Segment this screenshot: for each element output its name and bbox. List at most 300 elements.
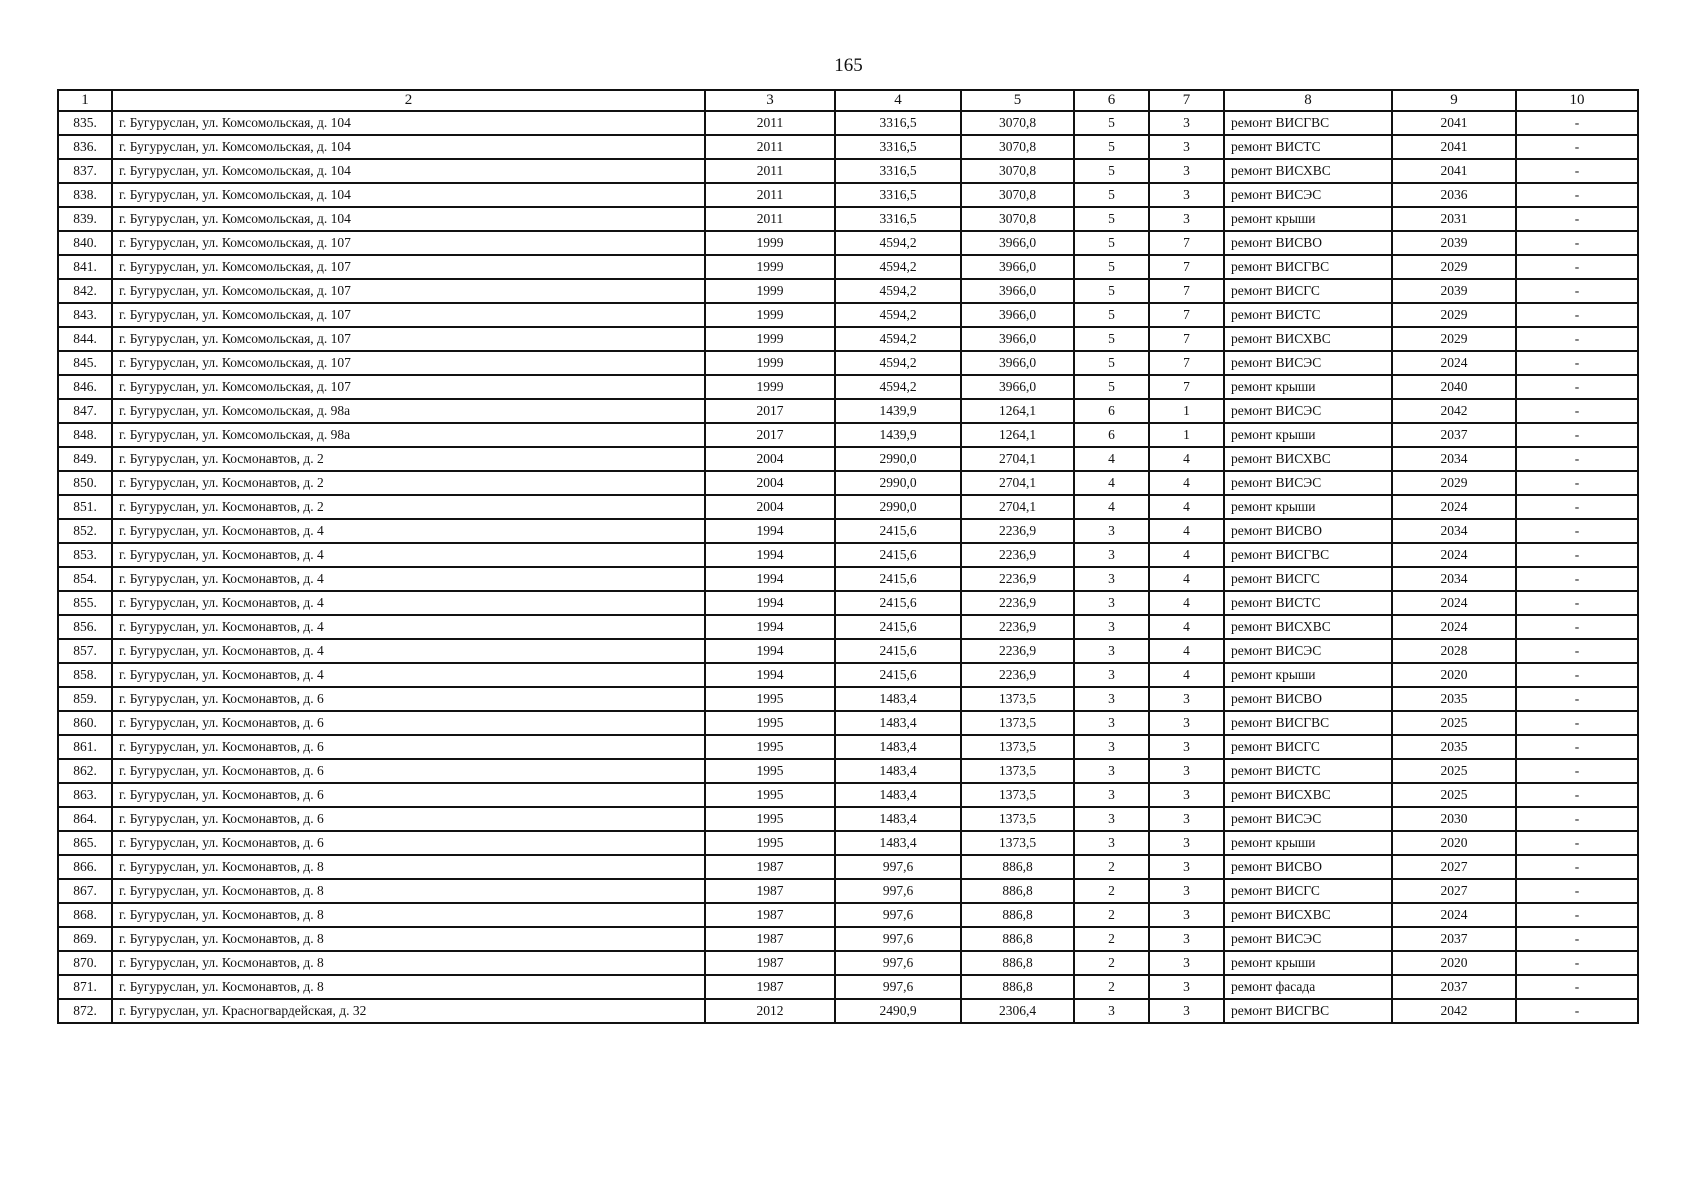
entrances-cell: 3: [1149, 975, 1224, 999]
total-area-cell: 4594,2: [835, 231, 961, 255]
repair-year-cell: 2035: [1392, 687, 1516, 711]
table-row: [58, 351, 1638, 375]
work-type-cell: ремонт ВИСХВС: [1224, 447, 1392, 471]
floors-cell: 3: [1074, 759, 1149, 783]
entrances-cell: 3: [1149, 711, 1224, 735]
living-area-cell: 1373,5: [961, 783, 1074, 807]
total-area-cell: 4594,2: [835, 351, 961, 375]
address-cell: г. Бугуруслан, ул. Космонавтов, д. 6: [112, 783, 705, 807]
work-type-cell: ремонт ВИСГВС: [1224, 111, 1392, 135]
row-number-cell: 849.: [58, 447, 112, 471]
work-type-cell: ремонт ВИСЭС: [1224, 807, 1392, 831]
total-area-cell: 997,6: [835, 975, 961, 999]
note-cell: -: [1516, 927, 1638, 951]
entrances-cell: 3: [1149, 207, 1224, 231]
work-type-cell: ремонт ВИСГС: [1224, 279, 1392, 303]
work-type-cell: ремонт ВИСГС: [1224, 879, 1392, 903]
build-year-cell: 1994: [705, 591, 835, 615]
living-area-cell: 3966,0: [961, 327, 1074, 351]
note-cell: -: [1516, 447, 1638, 471]
table-row: [58, 159, 1638, 183]
row-number-cell: 841.: [58, 255, 112, 279]
living-area-cell: 3966,0: [961, 303, 1074, 327]
note-cell: -: [1516, 567, 1638, 591]
floors-cell: 3: [1074, 567, 1149, 591]
living-area-cell: 1373,5: [961, 831, 1074, 855]
living-area-cell: 1264,1: [961, 423, 1074, 447]
entrances-cell: 3: [1149, 111, 1224, 135]
living-area-cell: 886,8: [961, 975, 1074, 999]
row-number-cell: 870.: [58, 951, 112, 975]
build-year-cell: 1999: [705, 231, 835, 255]
note-cell: -: [1516, 111, 1638, 135]
work-type-cell: ремонт крыши: [1224, 375, 1392, 399]
total-area-cell: 2415,6: [835, 591, 961, 615]
repair-year-cell: 2024: [1392, 903, 1516, 927]
build-year-cell: 2011: [705, 207, 835, 231]
build-year-cell: 1995: [705, 711, 835, 735]
entrances-cell: 7: [1149, 351, 1224, 375]
repair-year-cell: 2029: [1392, 303, 1516, 327]
entrances-cell: 4: [1149, 567, 1224, 591]
address-cell: г. Бугуруслан, ул. Космонавтов, д. 2: [112, 471, 705, 495]
column-header-5: 5: [961, 90, 1074, 111]
living-area-cell: 886,8: [961, 855, 1074, 879]
note-cell: -: [1516, 951, 1638, 975]
living-area-cell: 2704,1: [961, 471, 1074, 495]
living-area-cell: 3966,0: [961, 279, 1074, 303]
address-cell: г. Бугуруслан, ул. Комсомольская, д. 104: [112, 159, 705, 183]
entrances-cell: 4: [1149, 591, 1224, 615]
address-cell: г. Бугуруслан, ул. Космонавтов, д. 2: [112, 447, 705, 471]
entrances-cell: 4: [1149, 615, 1224, 639]
address-cell: г. Бугуруслан, ул. Красногвардейская, д. 32: [112, 999, 705, 1023]
floors-cell: 3: [1074, 783, 1149, 807]
total-area-cell: 2990,0: [835, 447, 961, 471]
row-number-cell: 836.: [58, 135, 112, 159]
repair-year-cell: 2027: [1392, 879, 1516, 903]
row-number-cell: 860.: [58, 711, 112, 735]
living-area-cell: 886,8: [961, 951, 1074, 975]
note-cell: -: [1516, 735, 1638, 759]
entrances-cell: 4: [1149, 471, 1224, 495]
address-cell: г. Бугуруслан, ул. Космонавтов, д. 8: [112, 927, 705, 951]
living-area-cell: 1373,5: [961, 759, 1074, 783]
table-row: [58, 207, 1638, 231]
work-type-cell: ремонт ВИСГВС: [1224, 999, 1392, 1023]
build-year-cell: 2011: [705, 183, 835, 207]
repair-year-cell: 2041: [1392, 135, 1516, 159]
living-area-cell: 2236,9: [961, 663, 1074, 687]
table-row: [58, 951, 1638, 975]
note-cell: -: [1516, 159, 1638, 183]
address-cell: г. Бугуруслан, ул. Комсомольская, д. 98а: [112, 423, 705, 447]
living-area-cell: 2236,9: [961, 543, 1074, 567]
build-year-cell: 2011: [705, 111, 835, 135]
work-type-cell: ремонт ВИСТС: [1224, 303, 1392, 327]
entrances-cell: 1: [1149, 423, 1224, 447]
note-cell: -: [1516, 879, 1638, 903]
address-cell: г. Бугуруслан, ул. Космонавтов, д. 6: [112, 759, 705, 783]
floors-cell: 2: [1074, 879, 1149, 903]
address-cell: г. Бугуруслан, ул. Космонавтов, д. 8: [112, 855, 705, 879]
total-area-cell: 3316,5: [835, 111, 961, 135]
table-row: [58, 687, 1638, 711]
build-year-cell: 1995: [705, 807, 835, 831]
build-year-cell: 1994: [705, 663, 835, 687]
row-number-cell: 835.: [58, 111, 112, 135]
address-cell: г. Бугуруслан, ул. Космонавтов, д. 8: [112, 879, 705, 903]
total-area-cell: 997,6: [835, 903, 961, 927]
floors-cell: 4: [1074, 471, 1149, 495]
build-year-cell: 1999: [705, 351, 835, 375]
floors-cell: 6: [1074, 423, 1149, 447]
total-area-cell: 997,6: [835, 951, 961, 975]
total-area-cell: 1483,4: [835, 735, 961, 759]
entrances-cell: 3: [1149, 735, 1224, 759]
row-number-cell: 846.: [58, 375, 112, 399]
work-type-cell: ремонт ВИСВО: [1224, 519, 1392, 543]
note-cell: -: [1516, 903, 1638, 927]
work-type-cell: ремонт ВИСТС: [1224, 759, 1392, 783]
row-number-cell: 864.: [58, 807, 112, 831]
note-cell: -: [1516, 471, 1638, 495]
build-year-cell: 1999: [705, 279, 835, 303]
note-cell: -: [1516, 183, 1638, 207]
address-cell: г. Бугуруслан, ул. Космонавтов, д. 4: [112, 663, 705, 687]
work-type-cell: ремонт крыши: [1224, 423, 1392, 447]
floors-cell: 2: [1074, 951, 1149, 975]
note-cell: -: [1516, 807, 1638, 831]
address-cell: г. Бугуруслан, ул. Космонавтов, д. 6: [112, 831, 705, 855]
total-area-cell: 3316,5: [835, 159, 961, 183]
table-row: [58, 375, 1638, 399]
address-cell: г. Бугуруслан, ул. Комсомольская, д. 104: [112, 183, 705, 207]
address-cell: г. Бугуруслан, ул. Комсомольская, д. 107: [112, 303, 705, 327]
repair-year-cell: 2024: [1392, 351, 1516, 375]
total-area-cell: 2415,6: [835, 567, 961, 591]
note-cell: -: [1516, 231, 1638, 255]
repair-year-cell: 2039: [1392, 231, 1516, 255]
total-area-cell: 1439,9: [835, 423, 961, 447]
floors-cell: 4: [1074, 447, 1149, 471]
floors-cell: 6: [1074, 399, 1149, 423]
floors-cell: 3: [1074, 711, 1149, 735]
total-area-cell: 4594,2: [835, 303, 961, 327]
address-cell: г. Бугуруслан, ул. Космонавтов, д. 4: [112, 615, 705, 639]
column-header-4: 4: [835, 90, 961, 111]
entrances-cell: 4: [1149, 543, 1224, 567]
work-type-cell: ремонт ВИСГВС: [1224, 255, 1392, 279]
repair-year-cell: 2041: [1392, 159, 1516, 183]
table-row: [58, 783, 1638, 807]
row-number-cell: 845.: [58, 351, 112, 375]
floors-cell: 5: [1074, 375, 1149, 399]
column-header-8: 8: [1224, 90, 1392, 111]
build-year-cell: 2011: [705, 135, 835, 159]
repair-year-cell: 2040: [1392, 375, 1516, 399]
floors-cell: 5: [1074, 207, 1149, 231]
repair-year-cell: 2028: [1392, 639, 1516, 663]
work-type-cell: ремонт ВИСТС: [1224, 591, 1392, 615]
note-cell: -: [1516, 495, 1638, 519]
table-row: [58, 279, 1638, 303]
repair-year-cell: 2030: [1392, 807, 1516, 831]
note-cell: -: [1516, 639, 1638, 663]
total-area-cell: 4594,2: [835, 375, 961, 399]
address-cell: г. Бугуруслан, ул. Космонавтов, д. 4: [112, 591, 705, 615]
work-type-cell: ремонт ВИСХВС: [1224, 783, 1392, 807]
work-type-cell: ремонт ВИСЭС: [1224, 351, 1392, 375]
column-header-9: 9: [1392, 90, 1516, 111]
total-area-cell: 1483,4: [835, 711, 961, 735]
row-number-cell: 868.: [58, 903, 112, 927]
entrances-cell: 1: [1149, 399, 1224, 423]
address-cell: г. Бугуруслан, ул. Комсомольская, д. 107: [112, 351, 705, 375]
total-area-cell: 2415,6: [835, 639, 961, 663]
repair-year-cell: 2034: [1392, 519, 1516, 543]
floors-cell: 5: [1074, 255, 1149, 279]
total-area-cell: 2490,9: [835, 999, 961, 1023]
note-cell: -: [1516, 375, 1638, 399]
work-type-cell: ремонт ВИСГВС: [1224, 711, 1392, 735]
build-year-cell: 1995: [705, 687, 835, 711]
row-number-cell: 837.: [58, 159, 112, 183]
entrances-cell: 3: [1149, 159, 1224, 183]
work-type-cell: ремонт ВИСТС: [1224, 135, 1392, 159]
table-row: [58, 975, 1638, 999]
row-number-cell: 865.: [58, 831, 112, 855]
living-area-cell: 1373,5: [961, 807, 1074, 831]
living-area-cell: 3070,8: [961, 135, 1074, 159]
column-header-6: 6: [1074, 90, 1149, 111]
entrances-cell: 3: [1149, 855, 1224, 879]
column-header-10: 10: [1516, 90, 1638, 111]
build-year-cell: 1994: [705, 567, 835, 591]
table-row: [58, 927, 1638, 951]
address-cell: г. Бугуруслан, ул. Комсомольская, д. 104: [112, 111, 705, 135]
note-cell: -: [1516, 279, 1638, 303]
note-cell: -: [1516, 351, 1638, 375]
build-year-cell: 1999: [705, 255, 835, 279]
work-type-cell: ремонт фасада: [1224, 975, 1392, 999]
living-area-cell: 1373,5: [961, 687, 1074, 711]
address-cell: г. Бугуруслан, ул. Космонавтов, д. 4: [112, 543, 705, 567]
entrances-cell: 4: [1149, 495, 1224, 519]
living-area-cell: 2236,9: [961, 591, 1074, 615]
note-cell: -: [1516, 135, 1638, 159]
floors-cell: 5: [1074, 303, 1149, 327]
row-number-cell: 854.: [58, 567, 112, 591]
repair-year-cell: 2020: [1392, 831, 1516, 855]
repair-year-cell: 2029: [1392, 327, 1516, 351]
entrances-cell: 3: [1149, 135, 1224, 159]
entrances-cell: 3: [1149, 783, 1224, 807]
living-area-cell: 886,8: [961, 879, 1074, 903]
entrances-cell: 3: [1149, 879, 1224, 903]
note-cell: -: [1516, 255, 1638, 279]
header-row: [58, 90, 1638, 111]
note-cell: -: [1516, 423, 1638, 447]
repair-year-cell: 2029: [1392, 471, 1516, 495]
floors-cell: 5: [1074, 231, 1149, 255]
note-cell: -: [1516, 711, 1638, 735]
table-row: [58, 735, 1638, 759]
address-cell: г. Бугуруслан, ул. Космонавтов, д. 2: [112, 495, 705, 519]
table-row: [58, 519, 1638, 543]
table-body: [58, 111, 1638, 1023]
table-row: [58, 831, 1638, 855]
address-cell: г. Бугуруслан, ул. Комсомольская, д. 107: [112, 375, 705, 399]
total-area-cell: 2415,6: [835, 543, 961, 567]
total-area-cell: 1483,4: [835, 759, 961, 783]
build-year-cell: 1994: [705, 639, 835, 663]
address-cell: г. Бугуруслан, ул. Космонавтов, д. 6: [112, 807, 705, 831]
address-cell: г. Бугуруслан, ул. Комсомольская, д. 107: [112, 255, 705, 279]
note-cell: -: [1516, 615, 1638, 639]
build-year-cell: 2004: [705, 471, 835, 495]
address-cell: г. Бугуруслан, ул. Космонавтов, д. 4: [112, 519, 705, 543]
total-area-cell: 3316,5: [835, 135, 961, 159]
row-number-cell: 866.: [58, 855, 112, 879]
floors-cell: 3: [1074, 639, 1149, 663]
build-year-cell: 2011: [705, 159, 835, 183]
floors-cell: 3: [1074, 615, 1149, 639]
total-area-cell: 2415,6: [835, 615, 961, 639]
floors-cell: 3: [1074, 735, 1149, 759]
table-row: [58, 591, 1638, 615]
entrances-cell: 3: [1149, 807, 1224, 831]
table-row: [58, 639, 1638, 663]
work-type-cell: ремонт крыши: [1224, 951, 1392, 975]
table-row: [58, 303, 1638, 327]
note-cell: -: [1516, 759, 1638, 783]
living-area-cell: 2236,9: [961, 639, 1074, 663]
build-year-cell: 1987: [705, 855, 835, 879]
table-header: [58, 90, 1638, 111]
note-cell: -: [1516, 783, 1638, 807]
row-number-cell: 842.: [58, 279, 112, 303]
row-number-cell: 840.: [58, 231, 112, 255]
table-row: [58, 567, 1638, 591]
total-area-cell: 1483,4: [835, 687, 961, 711]
total-area-cell: 4594,2: [835, 255, 961, 279]
living-area-cell: 2306,4: [961, 999, 1074, 1023]
floors-cell: 5: [1074, 327, 1149, 351]
work-type-cell: ремонт ВИСЭС: [1224, 639, 1392, 663]
table-row: [58, 543, 1638, 567]
work-type-cell: ремонт ВИСВО: [1224, 687, 1392, 711]
address-cell: г. Бугуруслан, ул. Космонавтов, д. 8: [112, 975, 705, 999]
table-row: [58, 615, 1638, 639]
repair-year-cell: 2037: [1392, 927, 1516, 951]
row-number-cell: 858.: [58, 663, 112, 687]
entrances-cell: 3: [1149, 831, 1224, 855]
build-year-cell: 2017: [705, 423, 835, 447]
entrances-cell: 3: [1149, 903, 1224, 927]
work-type-cell: ремонт ВИСХВС: [1224, 327, 1392, 351]
living-area-cell: 3966,0: [961, 255, 1074, 279]
note-cell: -: [1516, 591, 1638, 615]
note-cell: -: [1516, 303, 1638, 327]
work-type-cell: ремонт крыши: [1224, 207, 1392, 231]
total-area-cell: 997,6: [835, 855, 961, 879]
total-area-cell: 1439,9: [835, 399, 961, 423]
living-area-cell: 2236,9: [961, 567, 1074, 591]
work-type-cell: ремонт крыши: [1224, 663, 1392, 687]
repair-year-cell: 2024: [1392, 591, 1516, 615]
row-number-cell: 847.: [58, 399, 112, 423]
entrances-cell: 4: [1149, 639, 1224, 663]
address-cell: г. Бугуруслан, ул. Комсомольская, д. 104: [112, 207, 705, 231]
table-row: [58, 111, 1638, 135]
table-row: [58, 183, 1638, 207]
total-area-cell: 3316,5: [835, 183, 961, 207]
repair-schedule-table: [57, 89, 1639, 1024]
floors-cell: 5: [1074, 183, 1149, 207]
note-cell: -: [1516, 207, 1638, 231]
entrances-cell: 4: [1149, 447, 1224, 471]
total-area-cell: 1483,4: [835, 783, 961, 807]
address-cell: г. Бугуруслан, ул. Комсомольская, д. 98а: [112, 399, 705, 423]
entrances-cell: 3: [1149, 927, 1224, 951]
table-row: [58, 447, 1638, 471]
repair-year-cell: 2025: [1392, 711, 1516, 735]
total-area-cell: 2415,6: [835, 663, 961, 687]
build-year-cell: 1987: [705, 927, 835, 951]
note-cell: -: [1516, 327, 1638, 351]
floors-cell: 5: [1074, 159, 1149, 183]
repair-year-cell: 2029: [1392, 255, 1516, 279]
entrances-cell: 7: [1149, 231, 1224, 255]
floors-cell: 3: [1074, 999, 1149, 1023]
build-year-cell: 2004: [705, 447, 835, 471]
row-number-cell: 838.: [58, 183, 112, 207]
repair-year-cell: 2042: [1392, 999, 1516, 1023]
floors-cell: 5: [1074, 279, 1149, 303]
repair-year-cell: 2031: [1392, 207, 1516, 231]
floors-cell: 2: [1074, 975, 1149, 999]
build-year-cell: 2012: [705, 999, 835, 1023]
floors-cell: 3: [1074, 807, 1149, 831]
repair-year-cell: 2024: [1392, 615, 1516, 639]
row-number-cell: 850.: [58, 471, 112, 495]
repair-year-cell: 2025: [1392, 759, 1516, 783]
page-number: 165: [834, 55, 863, 76]
living-area-cell: 2704,1: [961, 495, 1074, 519]
entrances-cell: 3: [1149, 687, 1224, 711]
floors-cell: 2: [1074, 927, 1149, 951]
living-area-cell: 2236,9: [961, 519, 1074, 543]
repair-year-cell: 2027: [1392, 855, 1516, 879]
living-area-cell: 3070,8: [961, 111, 1074, 135]
total-area-cell: 997,6: [835, 879, 961, 903]
entrances-cell: 4: [1149, 663, 1224, 687]
living-area-cell: 3966,0: [961, 375, 1074, 399]
column-header-1: 1: [58, 90, 112, 111]
build-year-cell: 2004: [705, 495, 835, 519]
living-area-cell: 1373,5: [961, 735, 1074, 759]
work-type-cell: ремонт ВИСГС: [1224, 735, 1392, 759]
build-year-cell: 1995: [705, 783, 835, 807]
total-area-cell: 3316,5: [835, 207, 961, 231]
entrances-cell: 4: [1149, 519, 1224, 543]
address-cell: г. Бугуруслан, ул. Космонавтов, д. 6: [112, 735, 705, 759]
table-row: [58, 807, 1638, 831]
row-number-cell: 856.: [58, 615, 112, 639]
column-header-7: 7: [1149, 90, 1224, 111]
total-area-cell: 997,6: [835, 927, 961, 951]
